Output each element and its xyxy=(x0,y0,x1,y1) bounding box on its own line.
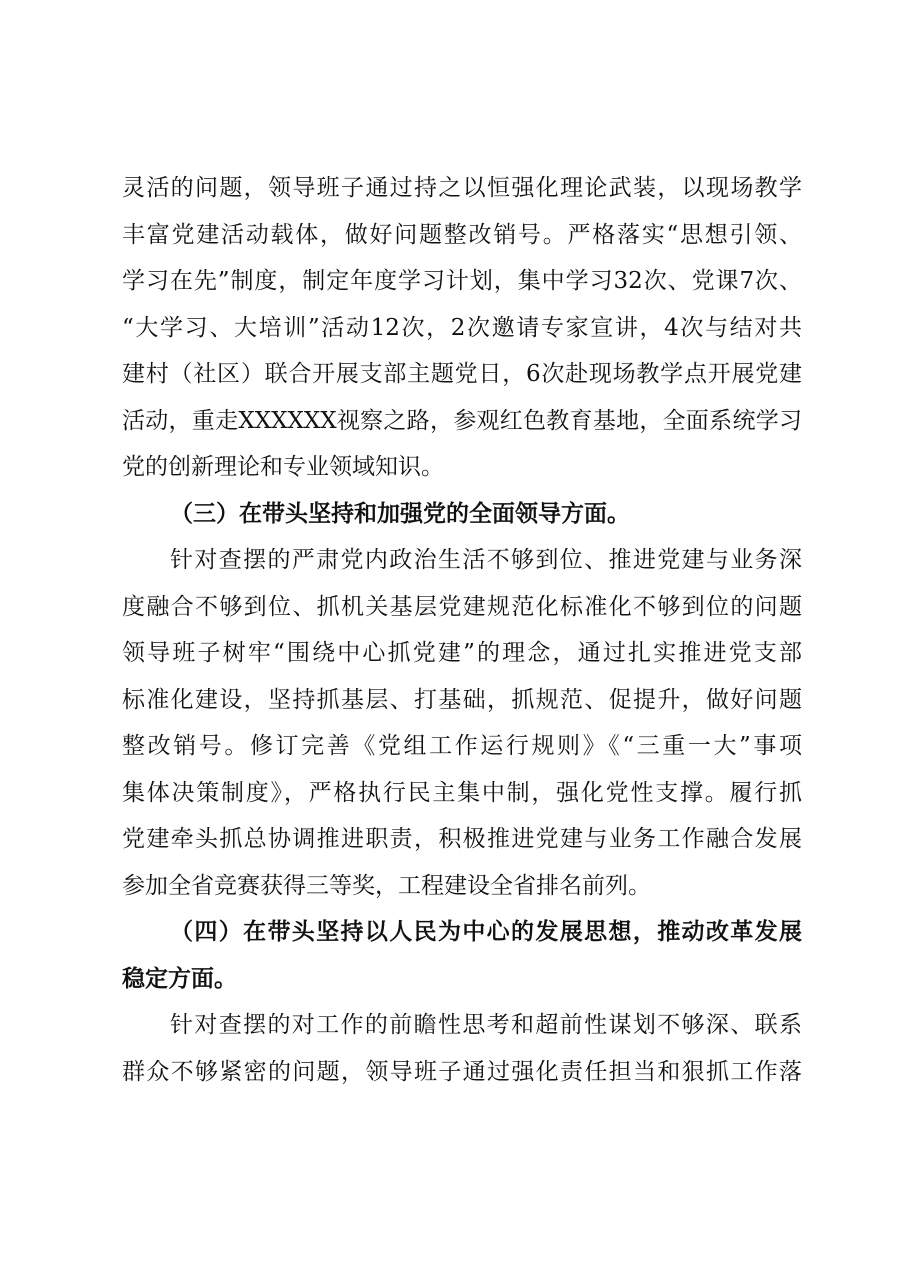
body-line: 集体决策制度》，严格执行民主集中制，强化党性支撑。履行抓 xyxy=(122,779,802,806)
section-heading-4: （四）在带头坚持以人民为中心的发展思想，推动改革发展 xyxy=(170,918,802,945)
body-line: 群众不够紧密的问题，领导班子通过强化责任担当和狠抓工作落 xyxy=(122,1058,802,1085)
body-line: 学习在先”制度，制定年度学习计划，集中学习32次、党课7次、 xyxy=(122,268,802,294)
body-line: 丰富党建活动载体，做好问题整改销号。严格落实“思想引领、 xyxy=(122,221,802,248)
body-line: 标准化建设，坚持抓基层、打基础，抓规范、促提升，做好问题 xyxy=(122,686,802,713)
body-line: 领导班子树牢“围绕中心抓党建”的理念，通过扎实推进党支部 xyxy=(122,640,802,666)
body-line: 度融合不够到位、抓机关基层党建规范化标准化不够到位的问题 xyxy=(122,593,802,620)
body-line: “大学习、大培训”活动12次，2次邀请专家宣讲，4次与结对共 xyxy=(122,314,802,341)
document-body xyxy=(122,165,802,1095)
body-line: 整改销号。修订完善《党组工作运行规则》《“三重一大”事项 xyxy=(122,733,802,759)
body-line: 党建牵头抓总协调推进职责，积极推进党建与业务工作融合发展 xyxy=(122,826,802,852)
body-line: 针对查摆的严肃党内政治生活不够到位、推进党建与业务深 xyxy=(170,547,802,573)
section-heading-3: （三）在带头坚持和加强党的全面领导方面。 xyxy=(170,499,630,527)
body-line: 党的创新理论和专业领域知识。 xyxy=(122,454,444,480)
body-line: 针对查摆的对工作的前瞻性思考和超前性谋划不够深、联系 xyxy=(170,1012,802,1038)
body-line: 参加全省竞赛获得三等奖，工程建设全省排名前列。 xyxy=(122,872,651,899)
body-line: 活动，重走XXXXXX视察之路，参观红色教育基地，全面系统学习 xyxy=(122,407,802,434)
section-heading-4-continued: 稳定方面。 xyxy=(122,964,237,992)
body-line: 灵活的问题，领导班子通过持之以恒强化理论武装，以现场教学 xyxy=(122,175,802,201)
body-line: 建村（社区）联合开展支部主题党日，6次赴现场教学点开展党建 xyxy=(122,361,802,387)
